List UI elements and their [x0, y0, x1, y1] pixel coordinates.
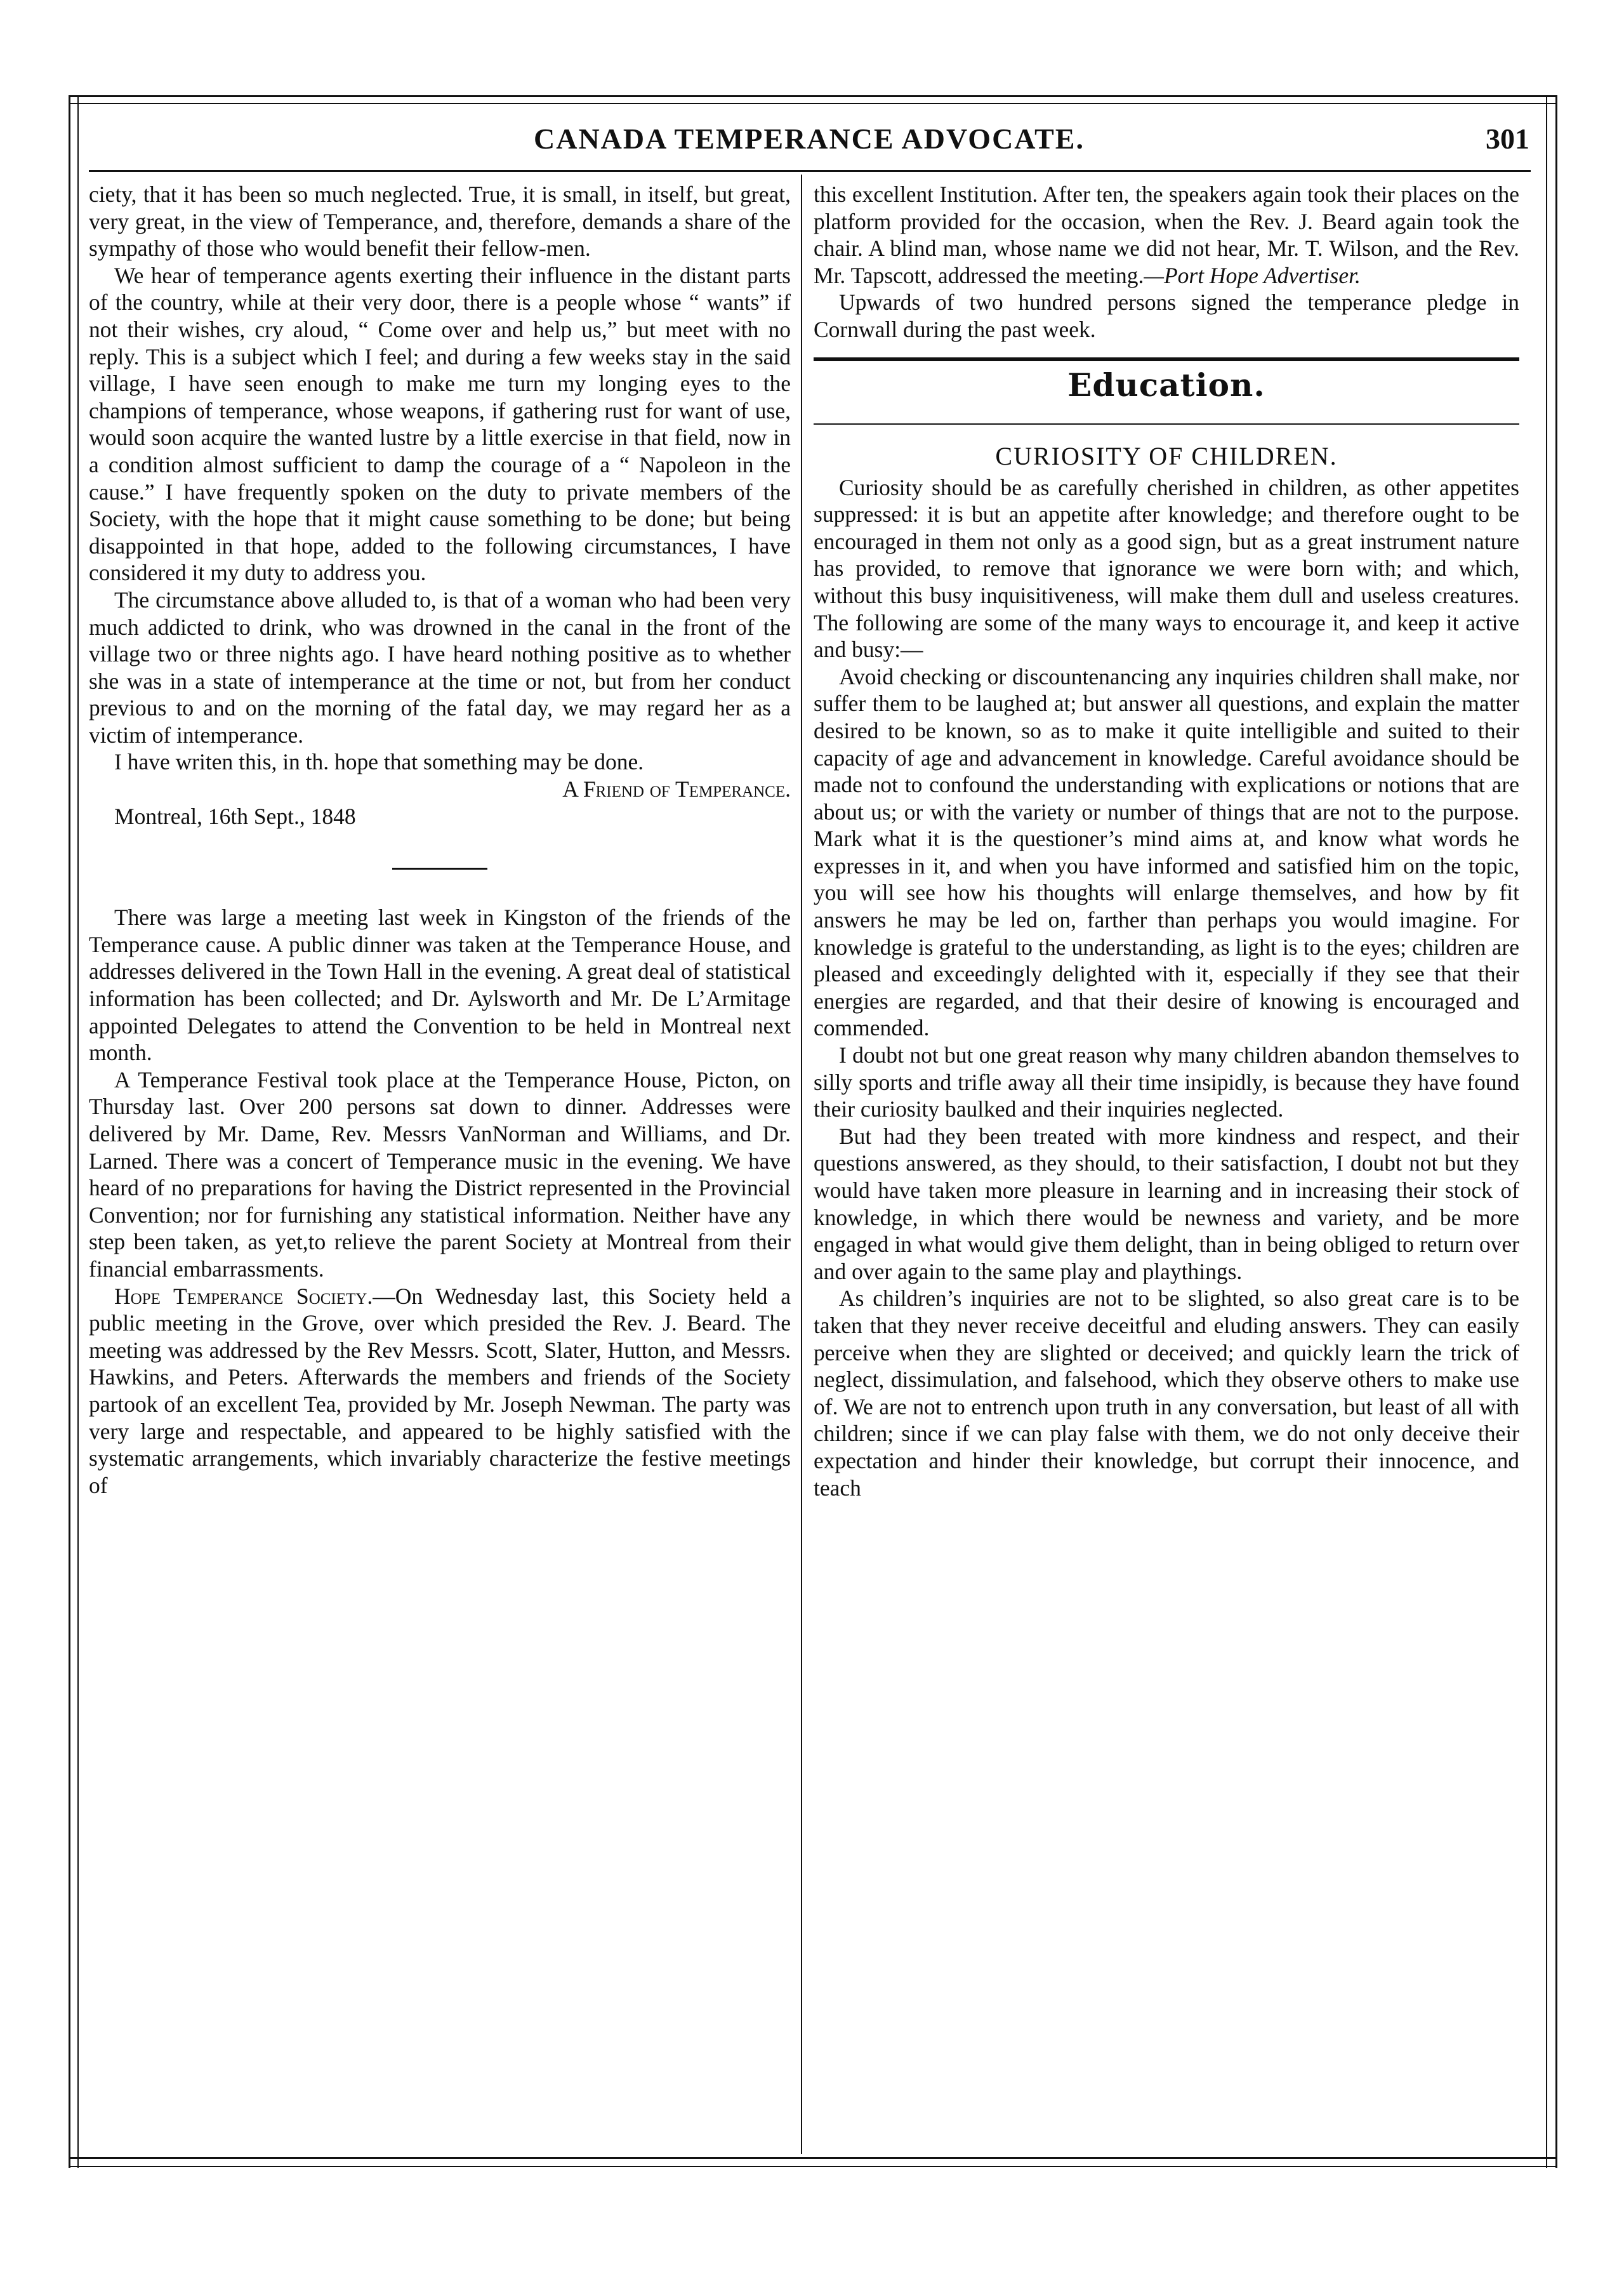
news-paragraph [89, 1283, 791, 1499]
letter-paragraph: We hear of temperance agents exerting their influence in the distant parts of the country, while at their very door, there is a people whose “ wants” if not their wishes, cry aloud, “ Come over and help us,” but meet with no reply. This is a subject which I feel; and during a few weeks stay in the said village, I have seen enough to make me turn my longing eyes to the champions of temperance, whose weapons, if gathering rust for want of use, would soon acquire the wanted lustre by a little exercise in that field, now in a condition almost sufficient to damp the courage of a “ Napoleon in the cause.” I have frequently spoken on the duty to private members of the Society, with the hope that it might cause something to be done; but being disappointed in that hope, added to the following circumstances, I have considered it my duty to address you. [89, 262, 791, 586]
column-divider [801, 175, 802, 2154]
news-body: —On Wednesday last, this Society held a public meeting in the Grove, over which presided the Rev. J. Beard. The meeting was addressed by the Rev Messrs. Scott, Slater, Hutton, and Messrs. Hawkins, and Peters. Afterwards the members and friends of the Society partook of an excellent Tea, provided by Mr. Joseph Newman. The party was very large and respectable, and appeared to be highly satisfied with the systematic arrangements, which invariably characterize the festive meetings of [89, 1283, 791, 1498]
news-paragraph: A Temperance Festival took place at the Temperance House, Picton, on Thursday last. Over 200 persons sat down to dinner. Addresses were delivered by Mr. Dame, Rev. Messrs VanNorman and Williams, and Dr. Larned. There was a concert of Temperance music in the evening. We have heard of no preparations for having the District represented in the Provincial Convention; nor for furnishing any statistical information. Neither have any step been taken, as yet,to relieve the parent Society at Montreal from their financial embarrassments. [89, 1066, 791, 1282]
bottom-border-rule-inner [69, 2166, 1557, 2167]
bottom-border-rule [69, 2157, 1557, 2159]
section-separator [392, 868, 487, 870]
letter-paragraph: I have writen this, in th. hope that something may be done. [114, 749, 644, 775]
article-paragraph: But had they been treated with more kindness and respect, and their questions answered, as they should, to their satisfaction, I doubt not but they would have taken more pleasure in learning and in increasing their stock of knowledge, in which there would be newness and variety, and be more engaged in what would give them delight, than in being obliged to return over and over again to the same play and playthings. [814, 1123, 1519, 1284]
letter-paragraph: The circumstance above alluded to, is that of a woman who had been very much addicted to drink, who was drowned in the canal in the front of the village two or three nights ago. I have heard nothing positive as to whether she was in a state of intemperance at the time or not, but from her conduct previous to and on the morning of the fatal day, we may regard her as a victim of intemperance. [89, 587, 791, 748]
running-header [89, 122, 1529, 166]
letter-paragraph: ciety, that it has been so much neglected. True, it is small, in itself, but great, very great, in the view of Temperance, and, therefore, demands a share of the sympathy of those who would benefit their fellow-men. [89, 182, 791, 262]
left-column [89, 181, 791, 1499]
running-title: CANADA TEMPERANCE ADVOCATE. [534, 123, 1085, 155]
article-paragraph: Avoid checking or discountenancing any inquiries children shall make, nor suffer them to be laughed at; but answer all questions, and explain the matter desired to be known, so as to make it quite intelligible and suited to their capacity of age and advancement in knowledge. Careful avoidance should be made not to confound the understanding with explications or notions that are about us; or with the variety or number of things that are not to the purpose. Mark what it is the questioner’s mind aims at, and know what words he expresses in it, and when you have informed and satisfied him on the topic, you will see how his thoughts will enlarge themselves, and how by fit answers he may be led on, farther than perhaps you would imagine. For knowledge is grateful to the understanding, as light is to the eyes; children are pleased and exceedingly delighted with it, especially if they see that their energies are regarded, and that their desire of knowing is encouraged and commended. [814, 663, 1519, 1041]
news-paragraph: Upwards of two hundred persons signed the temperance pledge in Cornwall during the past week. [814, 289, 1519, 342]
news-paragraph [814, 181, 1519, 289]
thin-rule [814, 423, 1519, 425]
letter-signature: A Friend of Temperance. [562, 776, 791, 802]
article-paragraph: As children’s inquiries are not to be slighted, so also great care is to be taken that they never receive deceitful and eluding answers. They can easily perceive when they are slighted or deceived; and quickly learn the trick of neglect, dissimulation, and falsehood, which they observe others to make use of. We are not to entrench upon truth in any conversation, but least of all with children; since if we can play false with them, we do not only deceive their expectation and hinder their knowledge, but corrupt their innocence, and teach [814, 1285, 1519, 1501]
heavy-rule [814, 357, 1519, 361]
page-number: 301 [1486, 123, 1529, 155]
section-heading: Education. [1067, 366, 1265, 404]
article-paragraph: I doubt not but one great reason why many children abandon themselves to silly sports and trifle away all their time insipidly, is because they have found their curiosity baulked and their inquiries neglected. [814, 1042, 1519, 1122]
article-title: CURIOSITY OF CHILDREN. [995, 441, 1338, 470]
article-paragraph: Curiosity should be as carefully cherished in children, as other appetites suppressed: it is but an appetite after knowledge; and therefore ought to be encouraged in them not only as a good sign, but as a great instrument nature has provided, to remove that ignorance we were born with; and which, without this busy inquisitiveness, will make them dull and useless creatures. The following are some of the many ways to encourage it, and keep it active and busy:— [814, 474, 1519, 663]
news-source: —Port Hope Advertiser. [1144, 262, 1361, 288]
news-body: this excellent Institution. After ten, the speakers again took their places on the platform provided for the occasion, when the Rev. J. Beard again took the chair. A blind man, whose name we did not hear, Mr. T. Wilson, and the Rev. Mr. Tapscott, addressed the meeting. [814, 182, 1519, 288]
right-column [814, 181, 1519, 1501]
news-paragraph: There was large a meeting last week in Kingston of the friends of the Temperance cause. A public dinner was taken at the Temperance House, and addresses delivered in the Town Hall in the evening. A great deal of statistical information has been collected; and Dr. Aylsworth and Mr. De L’Armitage appointed Delegates to attend the Convention to be held in Montreal next month. [89, 905, 791, 1066]
header-rule [89, 170, 1531, 172]
news-lead-in: Hope Temperance Society. [114, 1283, 373, 1309]
letter-dateline: Montreal, 16th Sept., 1848 [114, 803, 356, 829]
